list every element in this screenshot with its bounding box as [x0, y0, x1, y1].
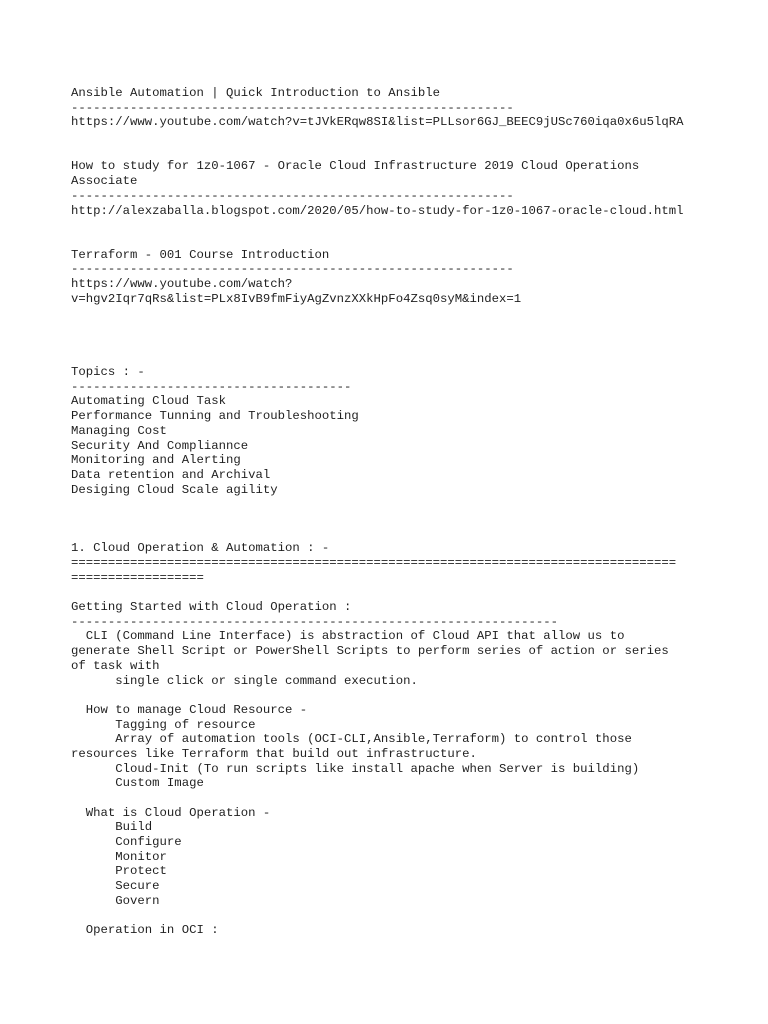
text-line: ------------------------------------------------------------ — [71, 100, 514, 115]
text-line: http://alexzaballa.blogspot.com/2020/05/how-to-study-for-1z0-1067-oracle-cloud.html — [71, 203, 684, 218]
text-line: Associate — [71, 174, 138, 189]
blank-line — [71, 336, 711, 351]
text-line: Govern — [71, 893, 160, 908]
text-line: How to study for 1z0-1067 - Oracle Cloud Infrastructure 2019 Cloud Operations — [71, 159, 640, 174]
blank-line — [71, 512, 711, 527]
text-line: Managing Cost — [71, 423, 167, 438]
text-line: ------------------------------------------------------------------ — [71, 614, 559, 629]
blank-line — [71, 130, 711, 145]
text-line: Custom Image — [71, 776, 204, 791]
text-line: CLI (Command Line Interface) is abstraction of Cloud API that allow us to — [71, 629, 625, 644]
text-line: Secure — [71, 879, 160, 894]
text-line: Configure — [71, 835, 182, 850]
text-line: Monitoring and Alerting — [71, 453, 241, 468]
document-text — [71, 86, 711, 938]
text-line: Array of automation tools (OCI-CLI,Ansible,Terraform) to control those — [71, 732, 632, 747]
text-line: What is Cloud Operation - — [71, 805, 271, 820]
text-line: Ansible Automation | Quick Introduction to Ansible — [71, 86, 440, 100]
blank-line — [71, 585, 711, 600]
text-line: https://www.youtube.com/watch?v=tJVkERqw8SI&list=PLLsor6GJ_BEEC9jUSc760iqa0x6u5lqRA — [71, 115, 684, 130]
blank-line — [71, 688, 711, 703]
blank-line — [71, 909, 711, 924]
blank-line — [71, 145, 711, 160]
text-line: resources like Terraform that build out infrastructure. — [71, 746, 477, 761]
text-line: Data retention and Archival — [71, 467, 271, 482]
blank-line — [71, 497, 711, 512]
text-line: ------------------------------------------------------------ — [71, 262, 514, 277]
text-line: Getting Started with Cloud Operation : — [71, 600, 352, 615]
blank-line — [71, 350, 711, 365]
text-line: Build — [71, 820, 153, 835]
blank-line — [71, 791, 711, 806]
text-line: Protect — [71, 864, 167, 879]
text-line: How to manage Cloud Resource - — [71, 702, 308, 717]
text-line: Tagging of resource — [71, 717, 256, 732]
text-line: ================================================================================== — [71, 556, 677, 570]
text-line: Desiging Cloud Scale agility — [71, 482, 278, 497]
blank-line — [71, 527, 711, 542]
blank-line — [71, 218, 711, 233]
blank-line — [71, 321, 711, 336]
text-line: Monitor — [71, 849, 167, 864]
blank-line — [71, 306, 711, 321]
text-line: generate Shell Script or PowerShell Scripts to perform series of action or series — [71, 644, 669, 659]
text-line: v=hgv2Iqr7qRs&list=PLx8IvB9fmFiyAgZvnzXXkHpFo4Zsq0syM&index=1 — [71, 291, 522, 306]
text-line: Terraform - 001 Course Introduction — [71, 247, 330, 262]
blank-line — [71, 233, 711, 248]
text-line: ================== — [71, 570, 204, 585]
text-line: Automating Cloud Task — [71, 394, 226, 409]
text-line: Cloud-Init (To run scripts like install apache when Server is building) — [71, 761, 640, 776]
text-line: Security And Compliannce — [71, 438, 249, 453]
text-line: Operation in OCI : — [71, 923, 219, 938]
text-line: Performance Tunning and Troubleshooting — [71, 409, 359, 424]
text-line: ------------------------------------------------------------ — [71, 188, 514, 203]
text-line: of task with — [71, 658, 160, 673]
text-line: single click or single command execution. — [71, 673, 418, 688]
text-line: https://www.youtube.com/watch? — [71, 276, 293, 291]
text-line: -------------------------------------- — [71, 379, 352, 394]
text-line: 1. Cloud Operation & Automation : - — [71, 541, 330, 556]
text-line: Topics : - — [71, 365, 145, 380]
